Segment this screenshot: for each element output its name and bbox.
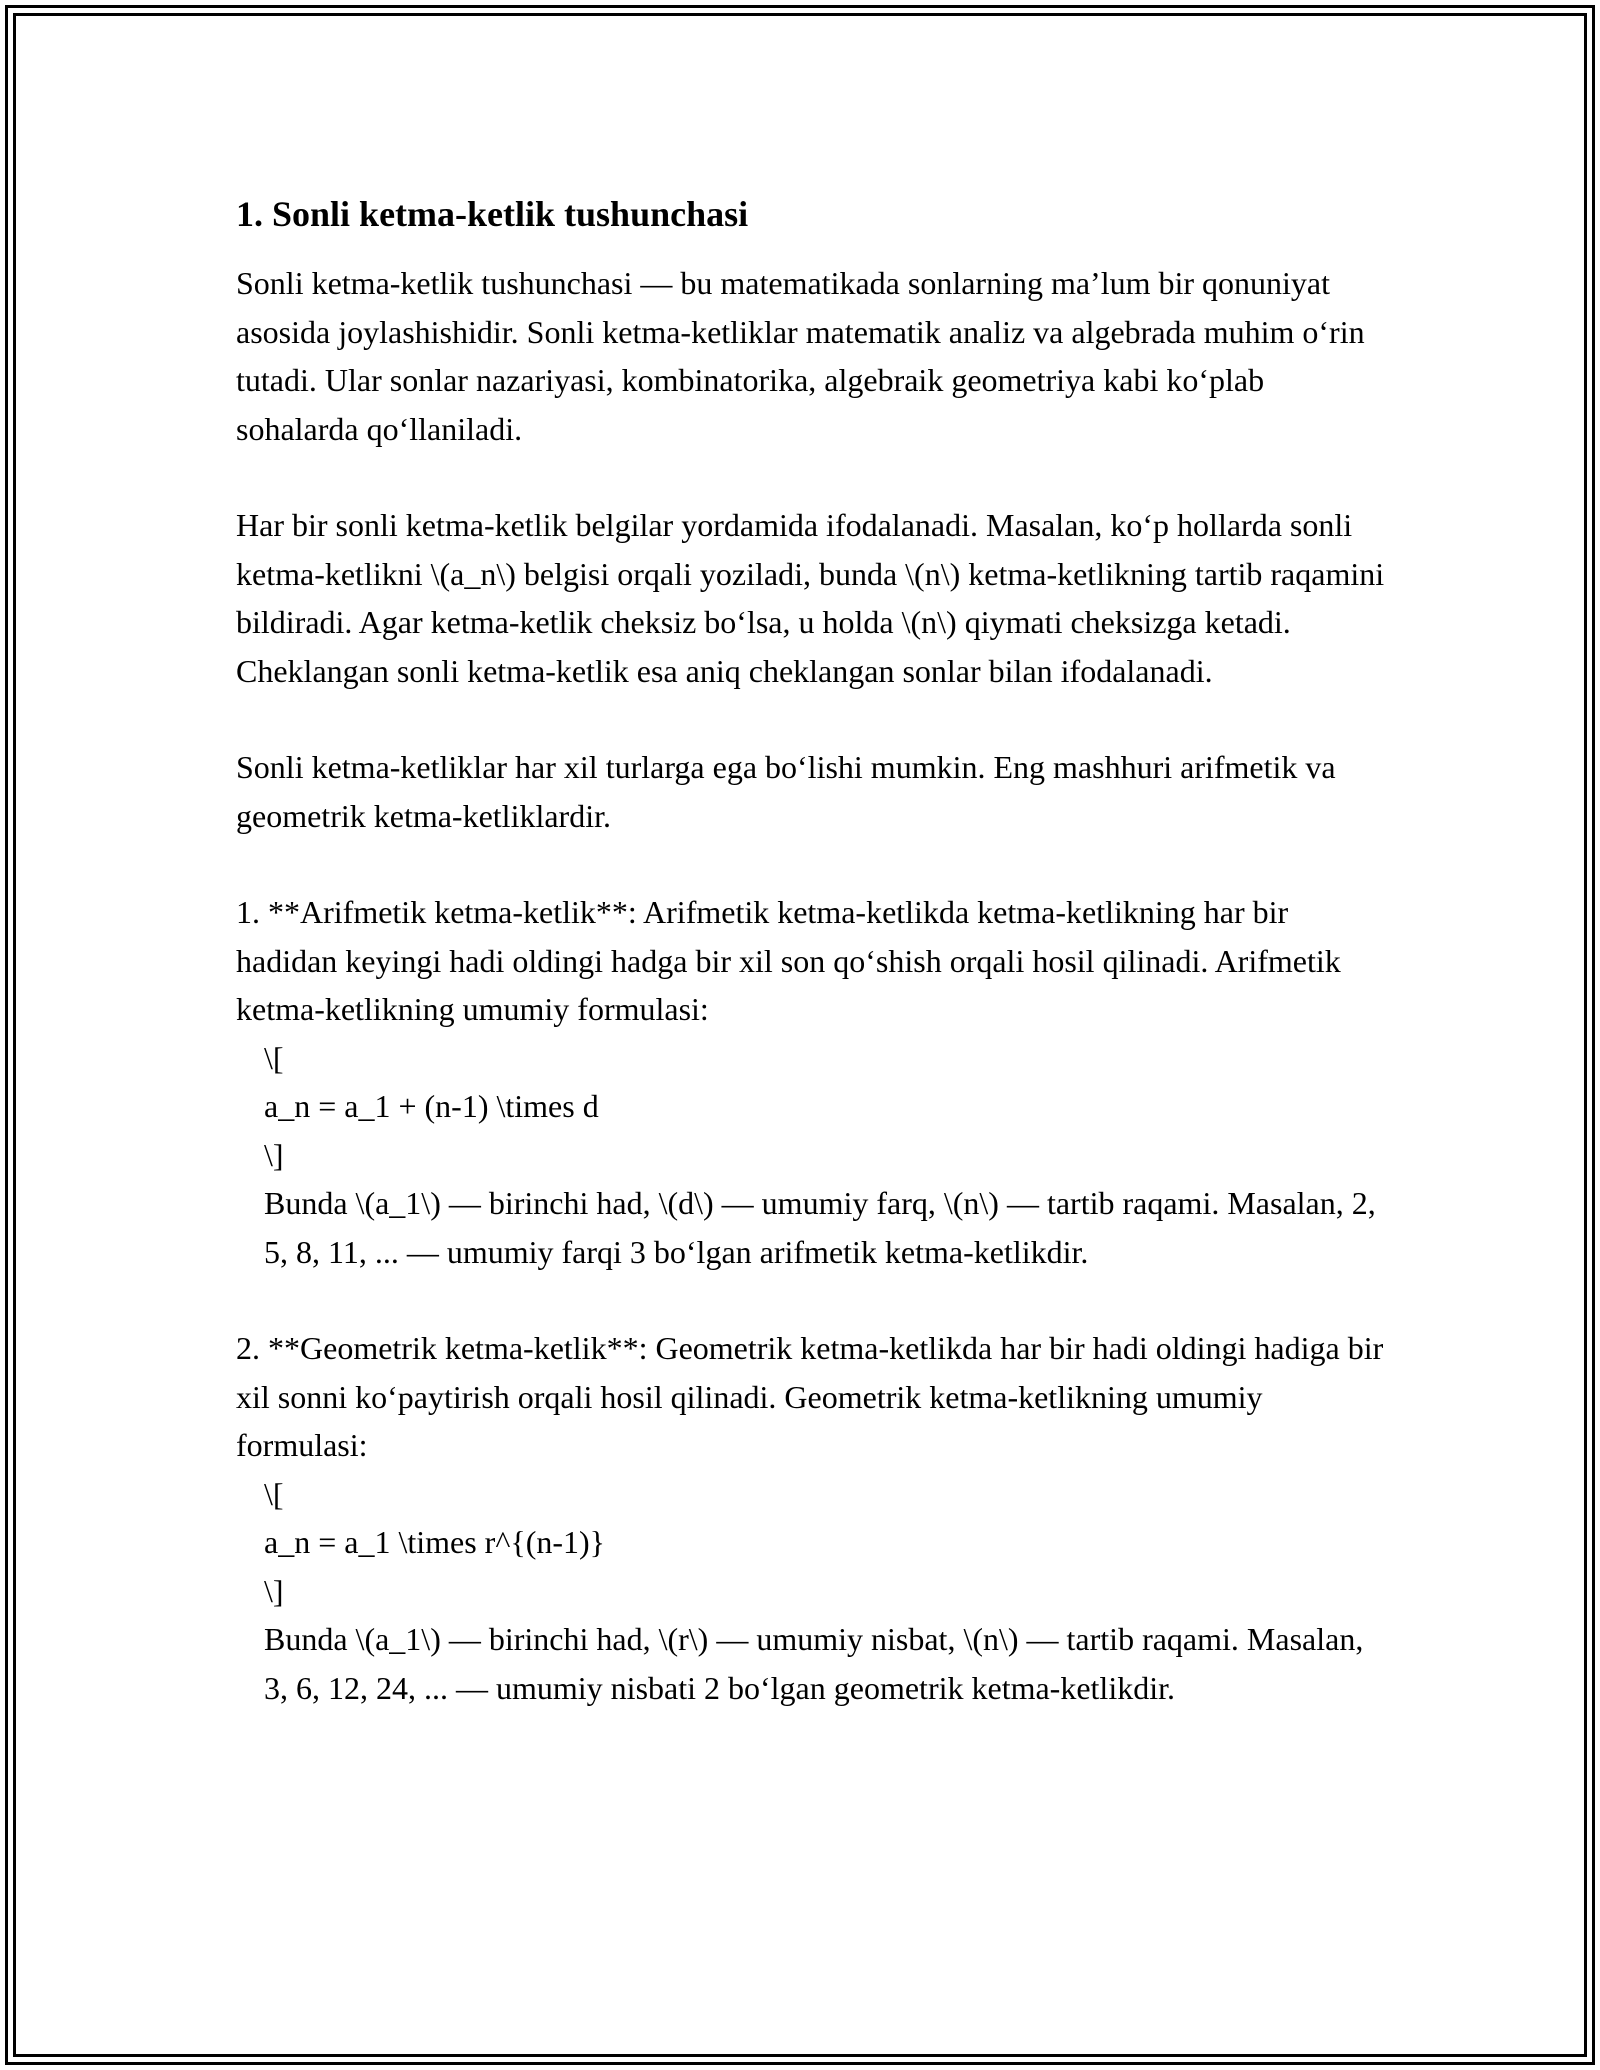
formula: a_n = a_1 + (n-1) \times d <box>264 1088 599 1124</box>
formula-close: \] <box>264 1136 284 1173</box>
section-heading: 1. Sonli ketma-ketlik tushunchasi <box>236 194 749 234</box>
item-intro: 2. **Geometrik ketma-ketlik**: Geometrik ketma-ketlikda har bir hadi oldingi hadiga bir xil sonni koʻpaytirish orqali hosil qilinadi. Geometrik ketma-ketlikning umumiy formulasi: <box>236 1330 1384 1463</box>
formula-open: \[ <box>264 1475 284 1512</box>
paragraph-types <box>236 743 1386 840</box>
list-item-arithmetic <box>236 888 1386 1276</box>
item-intro: 1. **Arifmetik ketma-ketlik**: Arifmetik ketma-ketlikda ketma-ketlikning har bir hadidan keyingi hadi oldingi hadga bir xil son qoʻshish orqali hosil qilinadi. Arifmetik ketma-ketlikning umumiy formulasi: <box>236 894 1341 1027</box>
paragraph-text: Sonli ketma-ketliklar har xil turlarga ega boʻlishi mumkin. Eng mashhuri arifmetik va geometrik ketma-ketliklardir. <box>236 749 1336 834</box>
paragraph-intro <box>236 259 1386 453</box>
list-item-geometric <box>236 1324 1386 1712</box>
formula-close: \] <box>264 1572 284 1609</box>
formula: a_n = a_1 \times r^{(n-1)} <box>264 1524 606 1560</box>
formula-open: \[ <box>264 1039 284 1076</box>
document-body <box>236 190 1386 1760</box>
paragraph-text: Har bir sonli ketma-ketlik belgilar yordamida ifodalanadi. Masalan, koʻp hollarda sonli ketma-ketlikni \(a_n\) belgisi orqali yoziladi, bunda \(n\) ketma-ketlikning tartib raqamini bildiradi. Agar ketma-ketlik cheksiz boʻlsa, u holda \(n\) qiymati cheksizga ketadi. Cheklangan sonli ketma-ketlik esa aniq cheklangan sonlar bilan ifodalanadi. <box>236 507 1385 689</box>
paragraph-notation <box>236 501 1386 695</box>
item-explanation: Bunda \(a_1\) — birinchi had, \(d\) — umumiy farq, \(n\) — tartib raqami. Masalan, 2, 5, 8, 11, ... — umumiy farqi 3 boʻlgan arifmetik ketma-ketlikdir. <box>264 1185 1376 1270</box>
paragraph-text: Sonli ketma-ketlik tushunchasi — bu matematikada sonlarning maʼlum bir qonuniyat asosida joylashishidir. Sonli ketma-ketliklar matematik analiz va algebrada muhim oʻrin tutadi. Ular sonlar nazariyasi, kombinatorika, algebraik geometriya kabi koʻplab sohalarda qoʻllaniladi. <box>236 265 1365 447</box>
item-explanation: Bunda \(a_1\) — birinchi had, \(r\) — umumiy nisbat, \(n\) — tartib raqami. Masalan, 3, 6, 12, 24, ... — umumiy nisbati 2 boʻlgan geometrik ketma-ketlikdir. <box>264 1621 1364 1706</box>
